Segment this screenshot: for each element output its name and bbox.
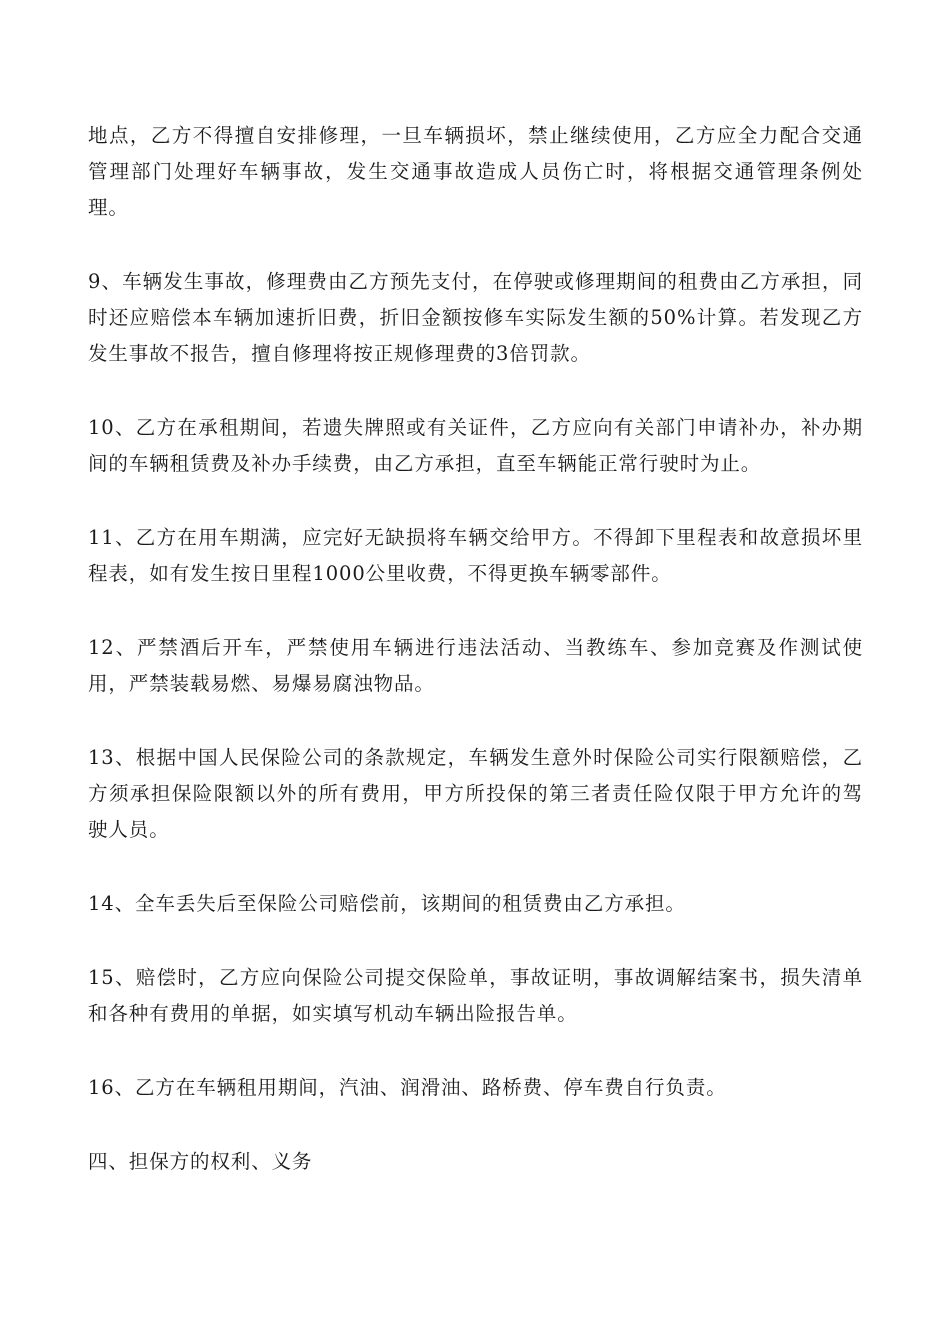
section-heading-guarantor: 四、担保方的权利、义务 xyxy=(88,1150,313,1173)
paragraph-clause-16: 16、乙方在车辆租用期间，汽油、润滑油、路桥费、停车费自行负责。 xyxy=(88,1076,727,1099)
paragraph-clause-15: 15、赔偿时，乙方应向保险公司提交保险单，事故证明，事故调解结案书，损失清单和各种有费用的单据，如实填写机动车辆出险报告单。 xyxy=(88,966,863,1025)
paragraph-clause-9: 9、车辆发生事故，修理费由乙方预先支付，在停驶或修理期间的租费由乙方承担，同时还应赔偿本车辆加速折旧费，折旧金额按修车实际发生额的50%计算。若发现乙方发生事故不报告，擅自修理将按正规修理费的3倍罚款。 xyxy=(88,270,863,365)
paragraph-clause-10: 10、乙方在承租期间，若遗失牌照或有关证件，乙方应向有关部门申请补办，补办期间的车辆租赁费及补办手续费，由乙方承担，直至车辆能正常行驶时为止。 xyxy=(88,416,863,475)
paragraph-repair-location: 地点，乙方不得擅自安排修理，一旦车辆损坏，禁止继续使用，乙方应全力配合交通管理部门处理好车辆事故，发生交通事故造成人员伤亡时，将根据交通管理条例处理。 xyxy=(88,124,863,219)
document-page xyxy=(88,118,863,1180)
paragraph-clause-13: 13、根据中国人民保险公司的条款规定，车辆发生意外时保险公司实行限额赔偿，乙方须承担保险限额以外的所有费用，甲方所投保的第三者责任险仅限于甲方允许的驾驶人员。 xyxy=(88,746,863,841)
paragraph-clause-14: 14、全车丢失后至保险公司赔偿前，该期间的租赁费由乙方承担。 xyxy=(88,892,686,915)
paragraph-clause-11: 11、乙方在用车期满，应完好无缺损将车辆交给甲方。不得卸下里程表和故意损坏里程表，如有发生按日里程1000公里收费，不得更换车辆零部件。 xyxy=(88,526,863,585)
paragraph-clause-12: 12、严禁酒后开车，严禁使用车辆进行违法活动、当教练车、参加竞赛及作测试使用，严禁装载易燃、易爆易腐浊物品。 xyxy=(88,636,863,695)
